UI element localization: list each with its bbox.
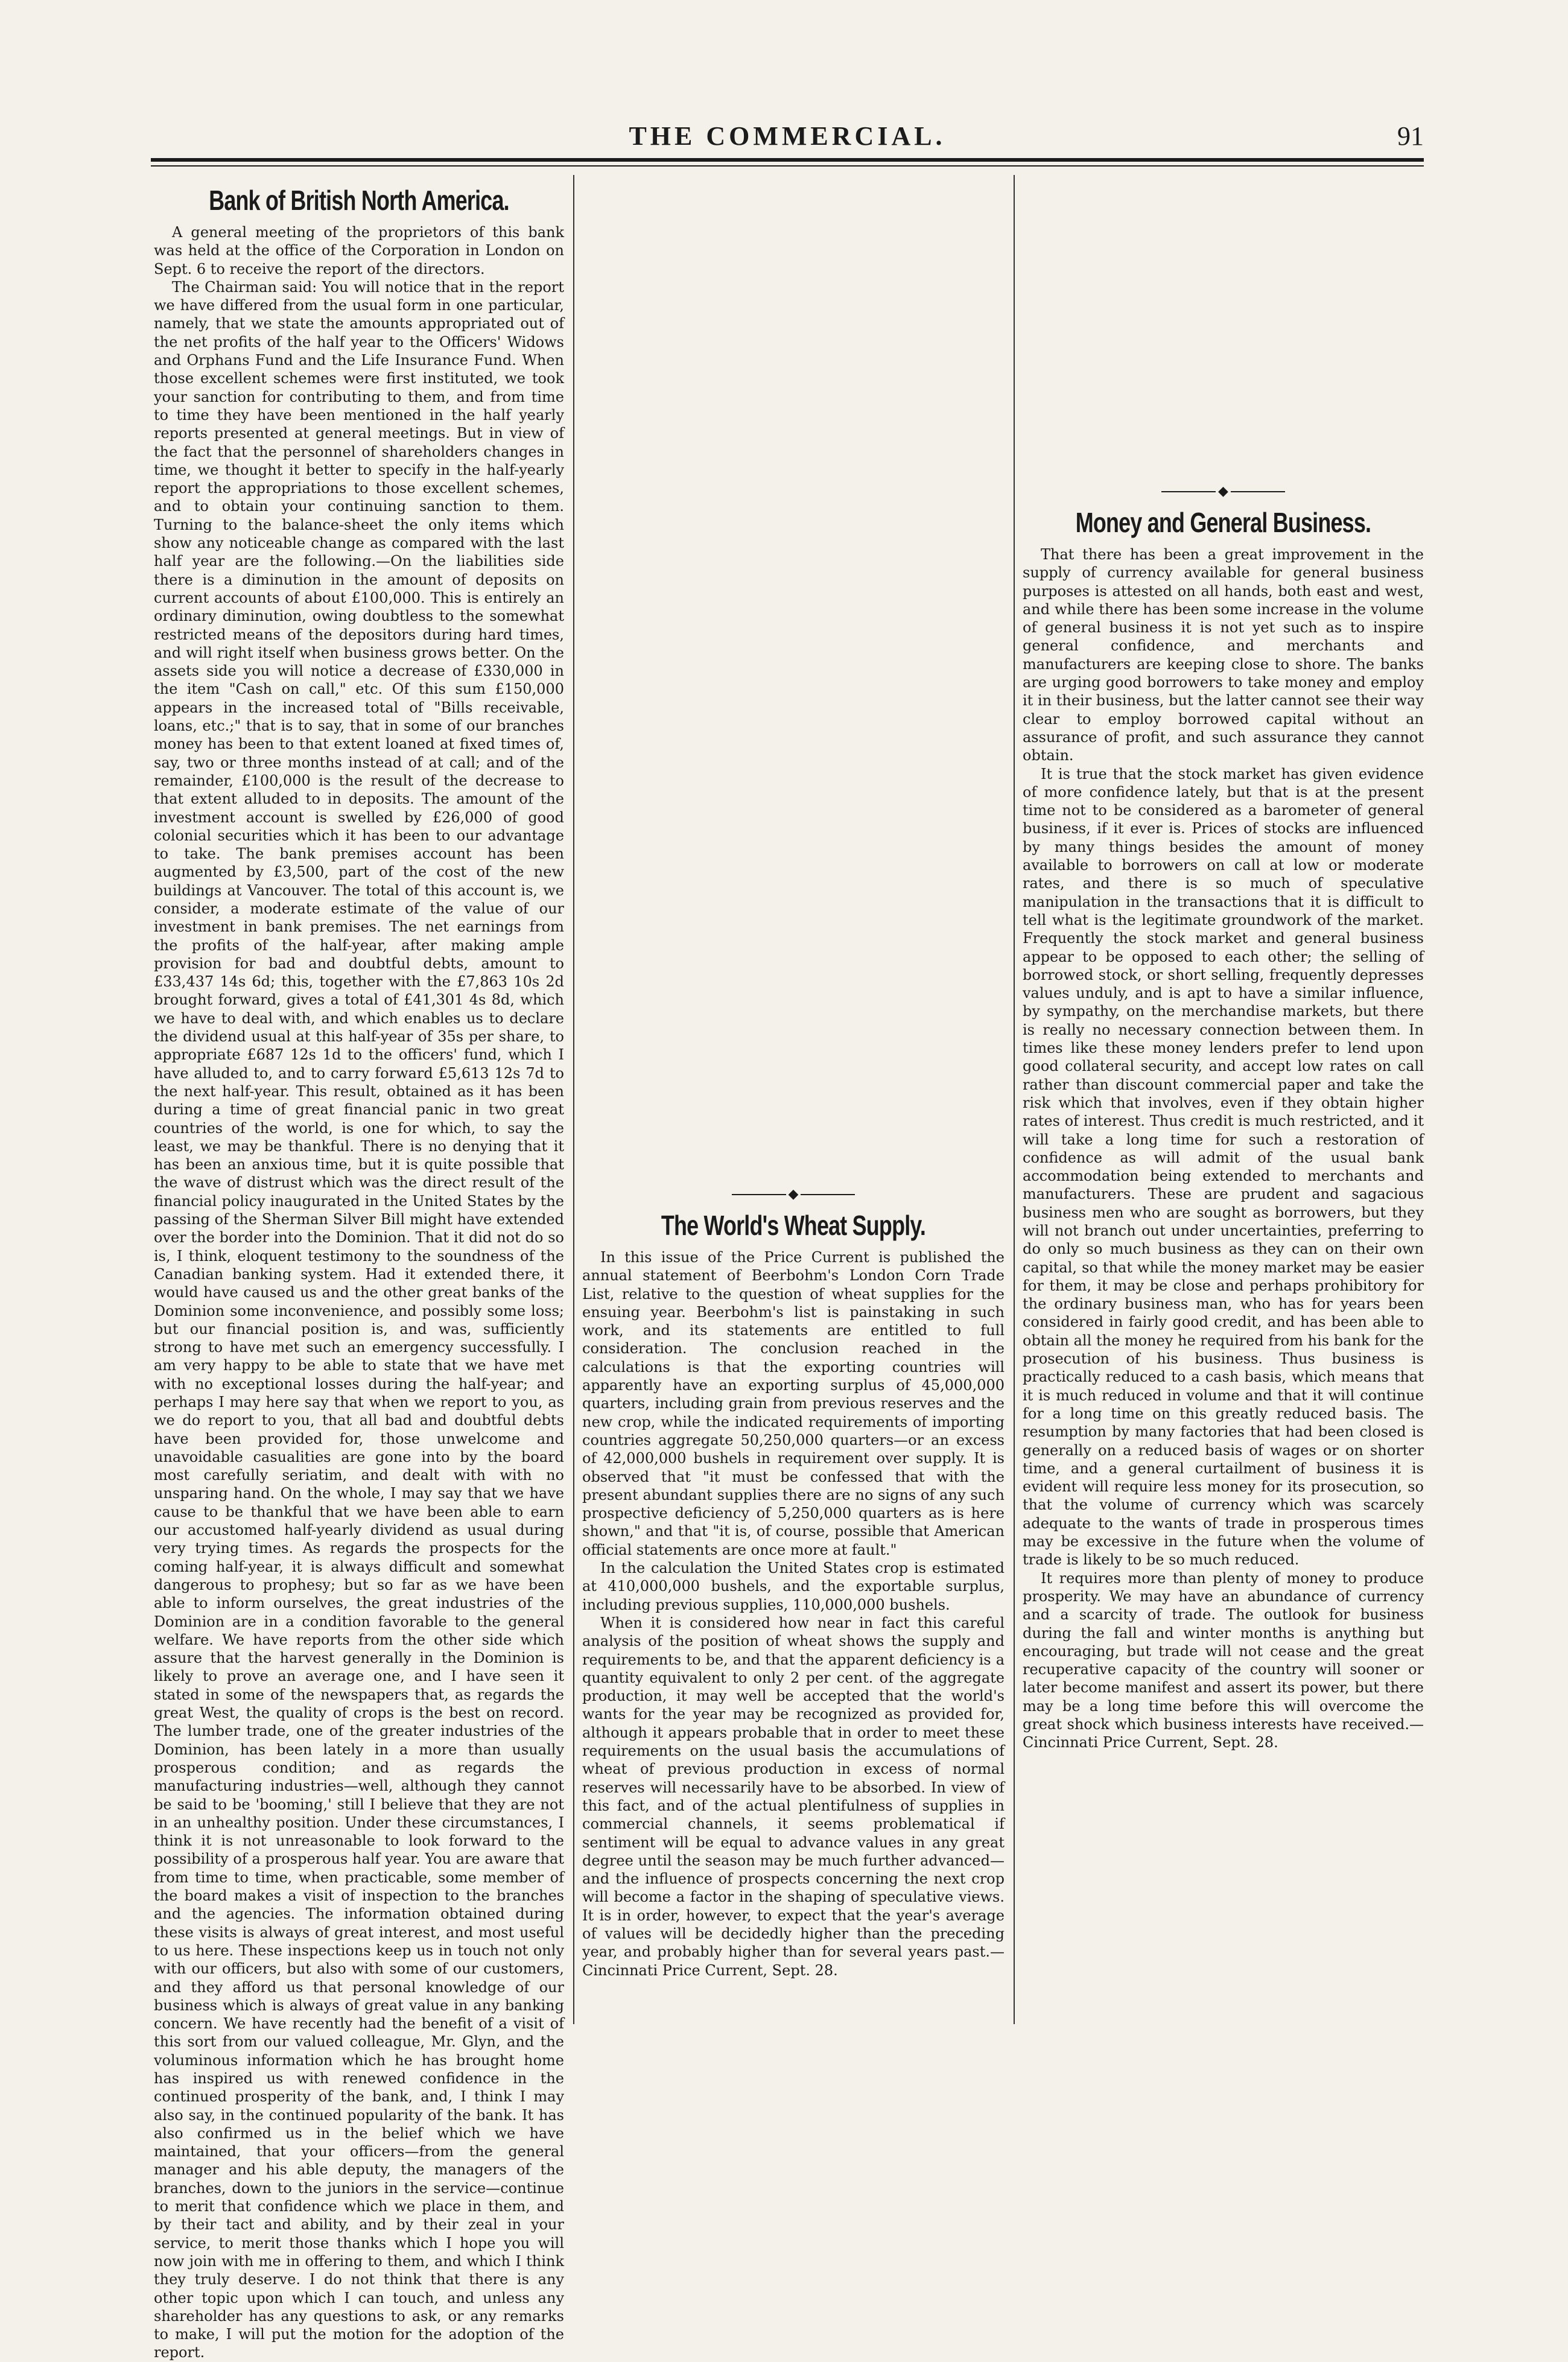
article-paragraph: In the calculation the United States crop is estimated at 410,000,000 bushels, and the exportable surplus, including previous supplies, 110,000,000 bushels. (582, 1560, 1005, 1613)
article-paragraph: It requires more than plenty of money to produce prosperity. We may have an abundance of currency and a scarcity of trade. The outlook for business during the fall and winter months is anything but encouraging, but trade will not cease and the great recuperative capacity of the country will sooner or later become manifest and assert its power, but there may be a long time before this will overcome the great shock which business interests have received.—Cincinnati Price Current, Sept. 28. (1023, 1569, 1424, 1751)
column-divider (573, 175, 574, 2024)
column-2 (582, 181, 1005, 2021)
article-paragraph: The Chairman said: You will notice that in the report we have differed from the usual form in one particular, namely, that we state the amounts appropriated out of the net profits of the half year to the Officers' Widows and Orphans Fund and the Life Insurance Fund. When those excellent schemes were first instituted, we took your sanction for contributing to them, and from time to time they have been mentioned in the half yearly reports presented at general meetings. But in view of the fact that the personnel of shareholders changes in time, we thought it better to specify in the half-yearly report the appropriations to those excellent schemes, and to obtain your continuing sanction to them. Turning to the balance-sheet the only items which show any noticeable change as compared with the last half year are the following.—On the liabilities side there is a diminution in the amount of deposits on current accounts of about £100,000. This is entirely an ordinary diminution, owing doubtless to the somewhat restricted means of the depositors during hard times, and will right itself when business grows better. On the assets side you will notice a decrease of £330,000 in the item "Cash on call," etc. Of this sum £150,000 appears in the increased total of "Bills receivable, loans, etc.;" that is to say, that in some of our branches money has been to that extent loaned at fixed times of, say, two or three months instead of at call; and of the remainder, £100,000 is the result of the decrease to that extent alluded to in deposits. The amount of the investment account is swelled by £26,000 of good colonial securities which it has been to our advantage to take. The bank premises account has been augmented by £3,500, part of the cost of the new buildings at Vancouver. The total of this account is, we consider, a moderate estimate of the value of our investment in bank premises. The net earnings from the profits of the half-year, after making ample provision for bad and doubtful debts, amount to £33,437 14s 6d; this, together with the £7,863 10s 2d brought forward, gives a total of £41,301 4s 8d, which we have to deal with, and which enables us to declare the dividend usual at this half-year of 35s per share, to appropriate £687 12s 1d to the officers' fund, which I have alluded to, and to carry forward £5,613 12s 7d to the next half-year. This result, obtained as it has been during a time of great financial panic in two great countries of the world, is one for which, to say the least, we may be thankful. There is no denying that it has been an anxious time, but it is quite possible that the wave of distrust which was the direct result of the financial policy inaugurated in the United States by the passing of the Sherman Silver Bill might have extended over the border into the Dominion. That it did not do so is, I think, eloquent testimony to the soundness of the Canadian banking system. Had it extended there, it would have caused us and the other great banks of the Dominion some inconvenience, and possibly some loss; but our financial position is, and was, sufficiently strong to have met such an emergency successfully. I am very happy to be able to state that we have met with no exceptional losses during the half-year; and perhaps I may here say that when we report to you, as we do report to you, that all bad and doubtful debts have been provided for, those unwelcome and unavoidable casualities are gone into by the board most carefully seriatim, and dealt with with no unsparing hand. On the whole, I may say that we have cause to be thankful that we have been able to earn our accustomed half-yearly dividend as usual during very trying times. As regards the prospects for the coming half-year, it is always difficult and somewhat dangerous to prophesy; but so far as we have been able to inform ourselves, the great industries of the Dominion are in a condition favorable to the general welfare. We have reports from the other side which assure that the harvest generally in the Dominion is likely to prove an average one, and I have seen it stated in some of the newspapers that, as regards the great West, the quality of crops is the best on record. The lumber trade, one of the greater industries of the Dominion, has been lately in a more than usually prosperous condition; and as regards the manufacturing industries—well, although they cannot be said to be 'booming,' still I believe that they are not in an unhealthy position. Under these circumstances, I think it is not unreasonable to look forward to the possibility of a prosperous half year. You are aware that from time to time, when practicable, some member of the board makes a visit of inspection to the branches and the agencies. The information obtained during these visits is always of great interest, and most useful to us here. These inspections keep us in touch not only with our officers, but also with some of our customers, and they afford us that personal knowledge of our business which is always of great value in any banking concern. We have recently had the benefit of a visit of this sort from our valued colleague, Mr. Glyn, and the voluminous information which he has brought home has inspired us with renewed confidence in the continued prosperity of the bank, and, I think I may also say, in the continued popularity of the bank. It has also confirmed us in the belief which we have maintained, that your officers—from the general manager and his able deputy, the managers of the branches, down to the juniors in the service—continue to merit that confidence which we place in them, and by their tact and ability, and by their zeal in your service, to merit those thanks which I hope you will now join with me in offering to them, and which I think they truly deserve. I do not think that there is any other topic upon which I can touch, and unless any shareholder has any questions to ask, or any remarks to make, I will put the motion for the adoption of the report. (154, 278, 564, 2361)
masthead (151, 118, 1424, 154)
column-divider (1014, 175, 1015, 2024)
column-1 (154, 181, 564, 2361)
article-headline-money: Money and General Business. (1075, 507, 1371, 538)
section-ornament: ◆ (582, 1184, 1005, 1205)
masthead-title: THE COMMERCIAL. (629, 121, 946, 151)
bank-article-continued (582, 181, 1005, 1179)
article-headline-bank: Bank of British North America. (209, 185, 509, 216)
column-3 (1023, 181, 1424, 2021)
section-ornament: ◆ (1023, 481, 1424, 502)
article-paragraph: When it is considered how near in fact this careful analysis of the position of wheat shows the supply and requirements to be, and that the apparent deficiency is a quantity equivalent to only 2 per cent. of the aggregate production, it may well be accepted that the world's wants for the year may be recognized as provided for, although it appears probable that in order to meet these requirements on the usual basis the accumulations of wheat of previous production in excess of normal reserves will necessarily have to be absorbed. In view of this fact, and of the actual plentifulness of supplies in commercial channels, it seems problematical if sentiment will be equal to advance values in any great degree until the season may be much further advanced—and the influence of prospects concerning the next crop will become a factor in the shaping of speculative views. It is in order, however, to expect that the year's average of values will be decidedly higher than the preceding year, and probably higher than for several years past.—Cincinnati Price Current, Sept. 28. (582, 1614, 1005, 1979)
page-number: 91 (1397, 121, 1424, 151)
masthead-rule-thick (151, 158, 1424, 162)
article-paragraph: It is true that the stock market has given evidence of more confidence lately, but that is at the present time not to be considered as a barometer of general business, if it ever is. Prices of stocks are influenced by many things besides the amount of money available to borrowers on call at low or moderate rates, and there is so much of speculative manipulation in the transactions that it is difficult to tell what is the legitimate groundwork of the market. Frequently the stock market and general business appear to be opposed to each other; the selling of borrowed stock, or short selling, frequently depresses values unduly, and is apt to have a similar influence, by sympathy, on the merchandise markets, but there is really no necessary connection between them. In times like these money lenders prefer to lend upon good collateral security, and accept low rates on call rather than discount commercial paper and take the risk which that involves, even if they obtain higher rates of interest. Thus credit is much restricted, and it will take a long time for such a restoration of confidence as will admit of the usual bank accommodation being extended to merchants and manufacturers. These are prudent and sagacious business men who are sought as borrowers, but they will not branch out under uncertainties, preferring to do only so much business as they can on their own capital, so that while the money market may be easier for them, it may be close and perhaps prohibitory for the ordinary business man, who has for years been considered in fairly good credit, and has been able to obtain all the money he required from his bank for the prosecution of his business. Thus business is practically reduced to a cash basis, which means that it is much reduced in volume and that it will continue for a long time on this greatly reduced basis. The resumption by many factories that had been closed is generally on a reduced basis of wages or on shorter time, and a general curtailment of business it is evident will require less money for its prosecution, so that the volume of currency which was scarcely adequate to the wants of trade in prosperous times may be excessive in the future when the volume of trade is likely to be so much reduced. (1023, 765, 1424, 1569)
article-paragraph: A general meeting of the proprietors of this bank was held at the office of the Corporation in London on Sept. 6 to receive the report of the directors. (154, 224, 564, 278)
article-paragraph: In this issue of the Price Current is published the annual statement of Beerbohm's London Corn Trade List, relative to the question of wheat supplies for the ensuing year. Beerbohm's list is painstaking in such work, and its statements are entitled to full consideration. The conclusion reached in the calculations is that the exporting countries will apparently have an exporting surplus of 45,000,000 quarters, including grain from previous reserves and the new crop, while the indicated requirements of importing countries aggregate 50,250,000 quarters—or an excess of 42,000,000 bushels in requirement over supply. It is observed that "it must be confessed that with the present abundant supplies there are no signs of any such prospective deficiency of 5,250,000 quarters as is here shown," and that "it is, of course, possible that American official statements are once more at fault." (582, 1249, 1005, 1558)
article-paragraph: That there has been a great improvement in the supply of currency available for general business purposes is attested on all hands, both east and west, and while there has been some increase in the volume of general business it is not yet such as to inspire general confidence, and merchants and manufacturers are keeping close to shore. The banks are urging good borrowers to take money and employ it in their business, but the latter cannot see their way clear to employ borrowed capital without an assurance of profit, and such assurance they cannot obtain. (1023, 546, 1424, 764)
masthead-rule-thin (151, 165, 1424, 167)
wheat-article-continued (1023, 181, 1424, 477)
article-headline-wheat: The World's Wheat Supply. (661, 1210, 926, 1241)
